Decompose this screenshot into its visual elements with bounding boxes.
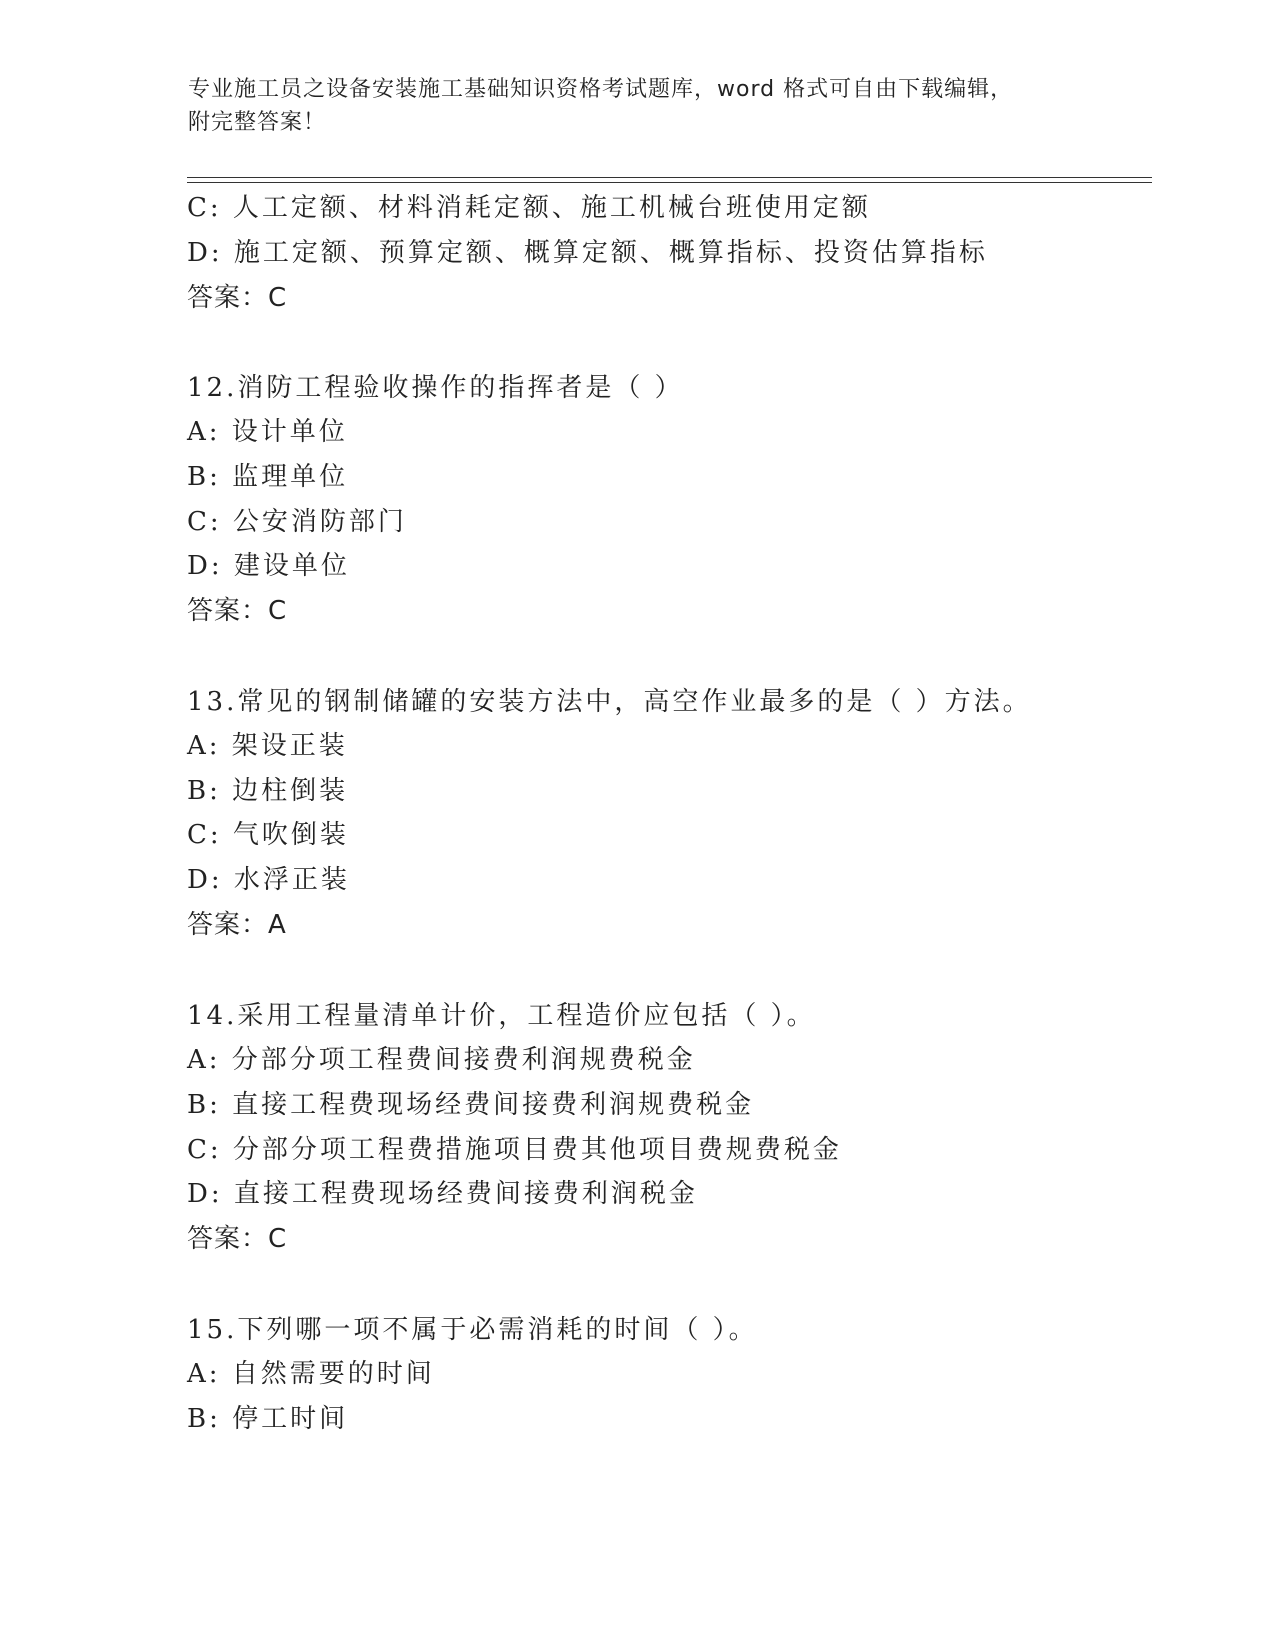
q15-option-a: A: 自然需要的时间: [187, 1359, 435, 1389]
q12-option-d: D: 建设单位: [187, 551, 350, 581]
q14-option-a: A: 分部分项工程费间接费利润规费税金: [187, 1045, 696, 1075]
q14-option-b: B: 直接工程费现场经费间接费利润规费税金: [187, 1090, 755, 1120]
header-line-1: 专业施工员之设备安装施工基础知识资格考试题库，word 格式可自由下载编辑，: [188, 77, 1014, 102]
document-header: [188, 73, 1088, 139]
q12-option-c: C: 公安消防部门: [187, 507, 407, 537]
q14-option-c: C: 分部分项工程费措施项目费其他项目费规费税金: [187, 1135, 842, 1165]
q11-option-c: C: 人工定额、材料消耗定额、施工机械台班使用定额: [187, 193, 871, 223]
q12-answer: 答案：C: [187, 596, 288, 626]
q14-option-d: D: 直接工程费现场经费间接费利润税金: [187, 1179, 698, 1209]
q13-option-a: A: 架设正装: [187, 731, 348, 761]
header-line-2: 附完整答案！: [188, 110, 327, 135]
q13-answer: 答案：A: [187, 910, 287, 940]
q11-option-d: D: 施工定额、预算定额、概算定额、概算指标、投资估算指标: [187, 238, 988, 268]
q15-option-b: B: 停工时间: [187, 1404, 349, 1434]
q15-question: 15.下列哪一项不属于必需消耗的时间（ ）。: [187, 1315, 758, 1345]
q13-option-d: D: 水浮正装: [187, 865, 350, 895]
q12-option-a: A: 设计单位: [187, 417, 348, 447]
q13-question: 13.常见的钢制储罐的安装方法中，高空作业最多的是（ ）方法。: [187, 687, 1032, 717]
q14-answer: 答案：C: [187, 1224, 288, 1254]
q12-option-b: B: 监理单位: [187, 462, 349, 492]
q13-option-c: C: 气吹倒装: [187, 820, 349, 850]
header-rule-bottom: [187, 182, 1152, 183]
q14-question: 14.采用工程量清单计价，工程造价应包括（ ）。: [187, 1001, 816, 1031]
q13-option-b: B: 边柱倒装: [187, 776, 349, 806]
header-rule-top: [187, 177, 1152, 178]
q11-answer: 答案：C: [187, 283, 288, 313]
q12-question: 12.消防工程验收操作的指挥者是（ ）: [187, 373, 684, 403]
